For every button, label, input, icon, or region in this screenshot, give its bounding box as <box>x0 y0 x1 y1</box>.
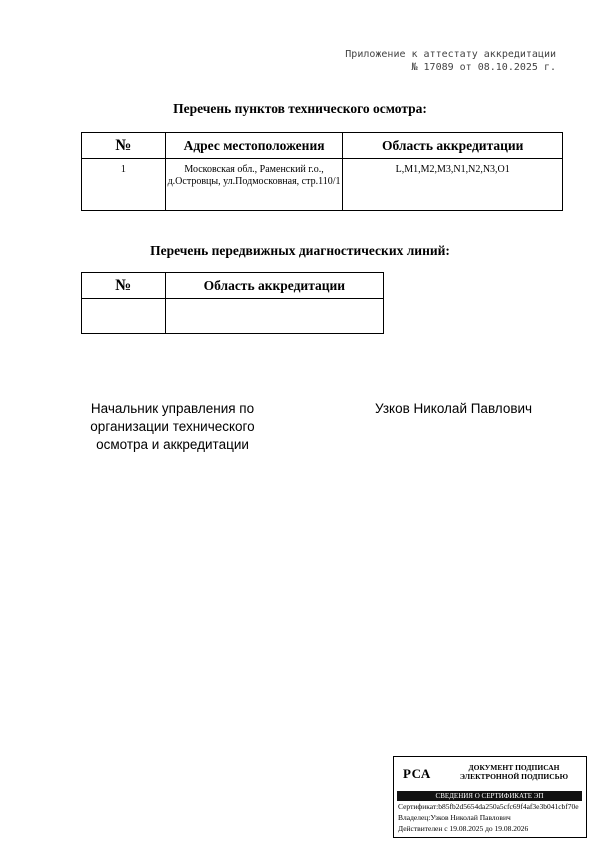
mobile-lines-title: Перечень передвижных диагностических линий: <box>150 243 450 258</box>
cell-scope: L,M1,M2,M3,N1,N2,N3,O1 <box>343 159 563 211</box>
header-scope: Область аккредитации <box>165 273 383 299</box>
mobile-lines-table <box>81 272 384 334</box>
certificate-owner: Владелец:Узков Николай Павлович <box>398 813 511 822</box>
appendix-line-2: № 17089 от 08.10.2025 г. <box>411 61 556 73</box>
header-address: Адрес местоположения <box>165 133 343 159</box>
certificate-info-bar: СВЕДЕНИЯ О СЕРТИФИКАТЕ ЭП <box>397 791 582 801</box>
table-header-row <box>82 273 384 299</box>
stamp-title-line-1: ДОКУМЕНТ ПОДПИСАН <box>468 763 560 772</box>
table-row <box>82 159 563 211</box>
stamp-title <box>444 763 584 781</box>
cell-scope <box>165 299 383 334</box>
signatory-name: Узков Николай Павлович <box>375 401 533 416</box>
appendix-note <box>345 49 556 74</box>
header-number: № <box>82 133 166 159</box>
header-number: № <box>82 273 166 299</box>
appendix-line-1: Приложение к аттестату аккредитации <box>345 49 556 60</box>
table-row <box>82 299 384 334</box>
cell-number <box>82 299 166 334</box>
rsa-logo: РСА <box>403 766 431 781</box>
electronic-signature-stamp <box>393 756 587 838</box>
certificate-id: Сертификат:b85fb2d5654da250a5cfc69f4af3e3b041cbf70e <box>398 802 579 811</box>
inspection-points-title: Перечень пунктов технического осмотра: <box>173 101 427 116</box>
cell-address: Московская обл., Раменский г.о., д.Островцы, ул.Подмосковная, стр.110/1 <box>165 159 343 211</box>
cell-number: 1 <box>82 159 166 211</box>
table-header-row <box>82 133 563 159</box>
certificate-validity: Действителен с 19.08.2025 до 19.08.2026 <box>398 824 529 833</box>
stamp-title-line-2: ЭЛЕКТРОННОЙ ПОДПИСЬЮ <box>459 772 569 781</box>
signatory-position: Начальник управления по организации технического осмотра и аккредитации <box>90 401 255 452</box>
header-scope: Область аккредитации <box>343 133 563 159</box>
inspection-points-table <box>81 132 563 211</box>
